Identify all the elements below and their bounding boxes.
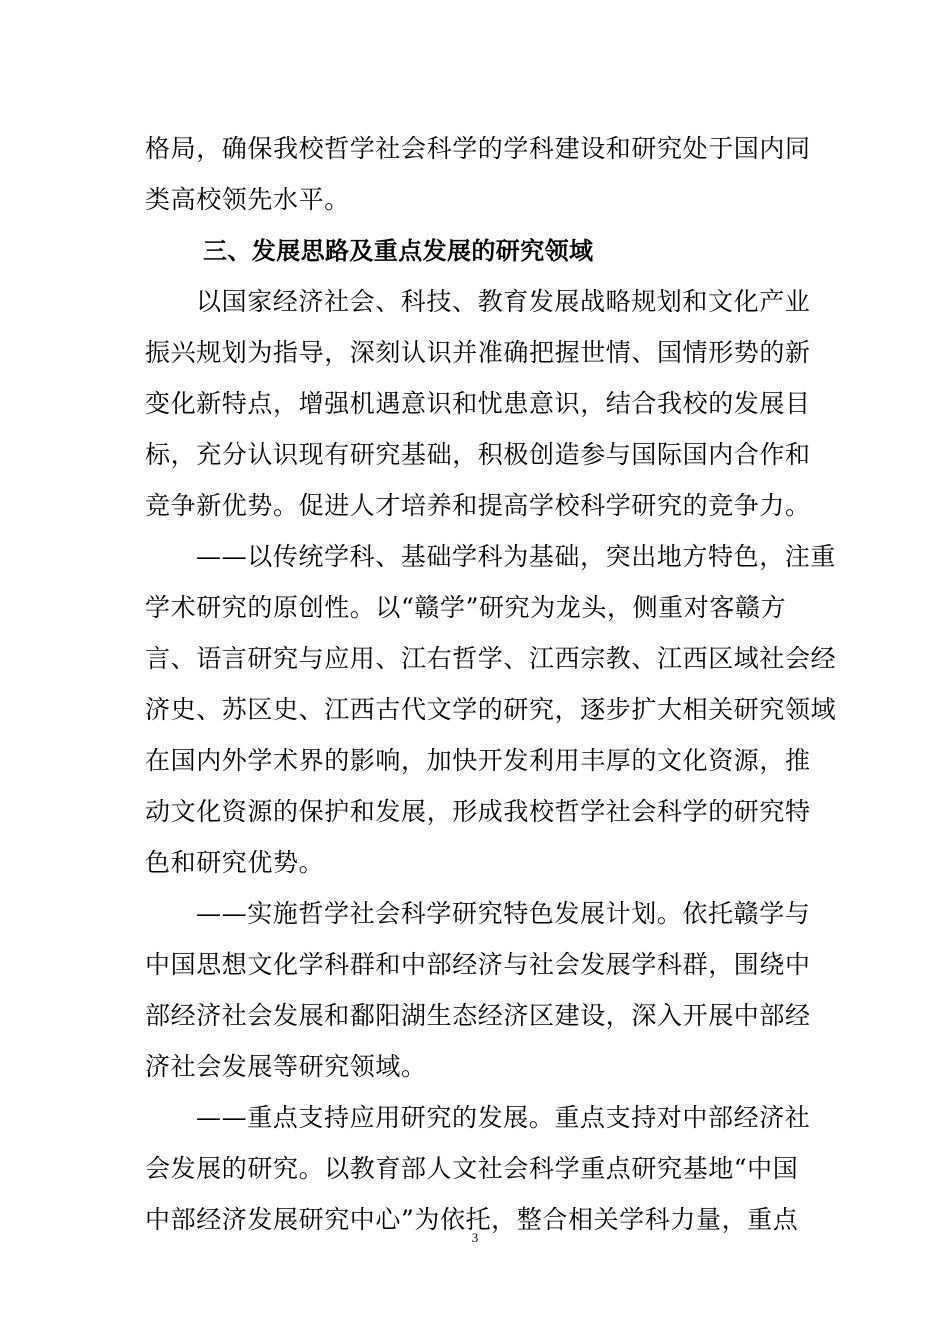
para2-line-1: ——以传统学科、基础学科为基础，突出地方特色，注重 xyxy=(196,542,837,571)
para4-line-3: 中部经济发展研究中心”为依托，整合相关学科力量，重点 xyxy=(145,1205,799,1234)
para1-line-5: 竞争新优势。促进人才培养和提高学校科学研究的竞争力。 xyxy=(145,491,811,520)
para3-line-4: 济社会发展等研究领域。 xyxy=(145,1052,427,1081)
para4-line-2: 会发展的研究。以教育部人文社会科学重点研究基地“中国 xyxy=(145,1154,799,1183)
para1-line-1: 以国家经济社会、科技、教育发展战略规划和文化产业 xyxy=(196,287,811,316)
para4-line-1: ——重点支持应用研究的发展。重点支持对中部经济社 xyxy=(196,1103,811,1132)
intro-line-1: 格局，确保我校哲学社会科学的学科建设和研究处于国内同 xyxy=(145,134,811,163)
para2-line-3: 言、语言研究与应用、江右哲学、江西宗教、江西区域社会经 xyxy=(145,644,837,673)
section-heading: 三、发展思路及重点发展的研究领域 xyxy=(203,237,594,265)
para3-line-2: 中国思想文化学科群和中部经济与社会发展学科群，围绕中 xyxy=(145,950,811,979)
para2-line-7: 色和研究优势。 xyxy=(145,848,325,877)
intro-line-2: 类高校领先水平。 xyxy=(145,185,350,214)
para1-line-2: 振兴规划为指导，深刻认识并准确把握世情、国情形势的新 xyxy=(145,338,811,367)
para2-line-2: 学术研究的原创性。以“赣学”研究为龙头，侧重对客赣方 xyxy=(145,593,787,622)
para3-line-3: 部经济社会发展和鄱阳湖生态经济区建设，深入开展中部经 xyxy=(145,1001,811,1030)
para2-line-5: 在国内外学术界的影响，加快开发利用丰厚的文化资源，推 xyxy=(145,746,811,775)
para1-line-3: 变化新特点，增强机遇意识和忧患意识，结合我校的发展目 xyxy=(145,389,811,418)
para3-line-1: ——实施哲学社会科学研究特色发展计划。依托赣学与 xyxy=(196,899,811,928)
page-number: 3 xyxy=(471,1230,479,1245)
para2-line-4: 济史、苏区史、江西古代文学的研究，逐步扩大相关研究领域 xyxy=(145,695,837,724)
para2-line-6: 动文化资源的保护和发展，形成我校哲学社会科学的研究特 xyxy=(145,797,811,826)
para1-line-4: 标，充分认识现有研究基础，积极创造参与国际国内合作和 xyxy=(145,440,811,469)
